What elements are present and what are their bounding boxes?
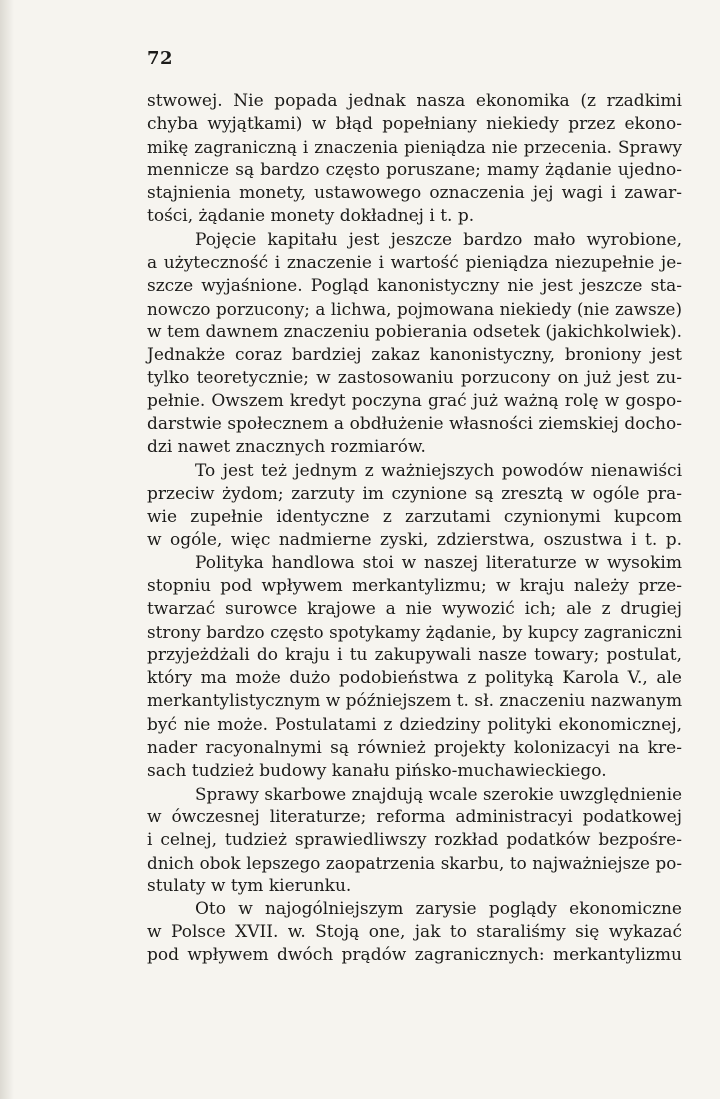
text-line: stopniu pod wpływem merkantylizmu; w kraju należy prze-: [147, 575, 682, 596]
text-line: Pojęcie kapitału jest jeszcze bardzo mało wyrobione,: [195, 229, 682, 250]
text-line: Sprawy skarbowe znajdują wcale szerokie uwzględnienie: [195, 783, 682, 804]
text-line: dnich obok lepszego zaopatrzenia skarbu, to najważniejsze po-: [147, 853, 682, 874]
text-line: merkantylistycznym w późniejszem t. sł. znaczeniu nazwanym: [147, 691, 683, 712]
text-line: Jednakże coraz bardziej zakaz kanonistyczny, broniony jest: [147, 345, 682, 366]
text-line: przeciw żydom; zarzuty im czynione są zresztą w ogóle pra-: [147, 483, 682, 504]
text-line: dzi nawet znacznych rozmiarów.: [147, 437, 426, 458]
text-line: nowczo porzucony; a lichwa, pojmowana niekiedy (nie zawsze): [147, 298, 682, 319]
text-line: Oto w najogólniejszym zarysie poglądy ekonomiczne: [195, 899, 682, 920]
text-line: mikę zagraniczną i znaczenia pieniądza nie przecenia. Sprawy: [147, 137, 682, 158]
text-line: mennicze są bardzo często poruszane; mamy żądanie ujedno-: [147, 160, 682, 181]
text-line: stajnienia monety, ustawowego oznaczenia jej wagi i zawar-: [147, 183, 682, 204]
text-line: sach tudzież budowy kanału pińsko-muchawieckiego.: [147, 760, 607, 781]
text-line: w ogóle, więc nadmierne zyski, zdzierstwa, oszustwa i t. p.: [147, 529, 682, 550]
text-line: chyba wyjątkami) w błąd popełniany niekiedy przez ekono-: [147, 114, 682, 135]
text-line: stwowej. Nie popada jednak nasza ekonomika (z rzadkimi: [147, 91, 682, 111]
text-line: być nie może. Postulatami z dziedziny polityki ekonomicznej,: [147, 714, 682, 735]
text-line: przyjeżdżali do kraju i tu zakupywali nasze towary; postulat,: [147, 645, 682, 666]
text-line: i celnej, tudzież sprawiedliwszy rozkład podatków bezpośre-: [147, 830, 682, 850]
page-number: 72: [147, 48, 174, 69]
text-line: twarzać surowce krajowe a nie wywozić ich; ale z drugiej: [147, 599, 682, 620]
text-line: w tem dawnem znaczeniu pobierania odsetek (jakichkolwiek).: [147, 321, 682, 342]
text-line: szcze wyjaśnione. Pogląd kanonistyczny nie jest jeszcze sta-: [147, 275, 682, 296]
binding-edge: [0, 0, 14, 1099]
text-line: darstwie społecznem a obdłużenie własności ziemskiej docho-: [147, 414, 682, 435]
text-line: pod wpływem dwóch prądów zagranicznych: merkantylizmu: [147, 945, 682, 966]
text-line: To jest też jednym z ważniejszych powodów nienawiści: [195, 460, 682, 481]
text-line: pełnie. Owszem kredyt poczyna grać już ważną rolę w gospo-: [147, 391, 682, 412]
text-line: Polityka handlowa stoi w naszej literaturze w wysokim: [195, 552, 682, 573]
text-line: który ma może dużo podobieństwa z polityką Karola V., ale: [147, 668, 682, 689]
text-line: strony bardzo często spotykamy żądanie, by kupcy zagraniczni: [147, 622, 682, 643]
text-line: wie zupełnie identyczne z zarzutami czynionymi kupcom: [147, 506, 682, 527]
text-line: w ówczesnej literaturze; reforma administracyi podatkowej: [147, 806, 682, 827]
text-line: nader racyonalnymi są również projekty kolonizacyi na kre-: [147, 737, 682, 758]
text-line: tylko teoretycznie; w zastosowaniu porzucony on już jest zu-: [147, 368, 682, 389]
text-line: w Polsce XVII. w. Stoją one, jak to staraliśmy się wykazać: [147, 922, 682, 943]
text-line: stulaty w tym kierunku.: [147, 876, 352, 897]
text-line: a użyteczność i znaczenie i wartość pieniądza niezupełnie je-: [147, 252, 682, 273]
body-text: [147, 90, 682, 968]
text-line: tości, żądanie monety dokładnej i t. p.: [147, 206, 475, 227]
